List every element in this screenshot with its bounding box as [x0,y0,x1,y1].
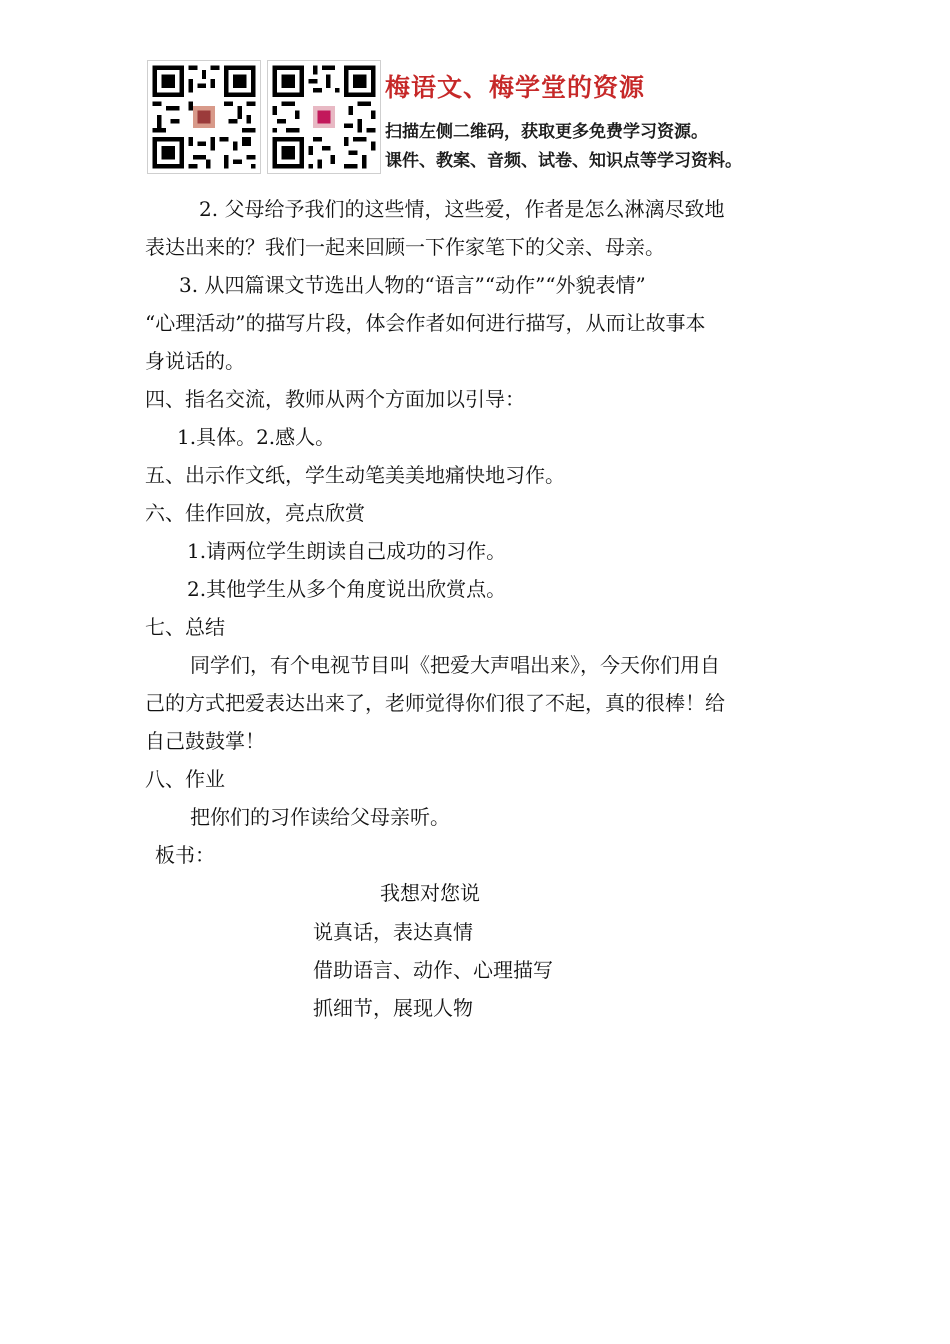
qr-code-icon[interactable] [267,60,381,174]
board-item: 抓细节，展现人物 [313,996,473,1020]
section-heading: 六、佳作回放，亮点欣赏 [145,501,365,525]
paragraph-line: 同学们，有个电视节目叫《把爱大声唱出来》，今天你们用自 [190,653,720,677]
list-item: 2.其他学生从多个角度说出欣赏点。 [187,577,507,601]
brand-subtitle: 课件、教案、音频、试卷、知识点等学习资料。 [385,151,742,171]
brand-subtitle: 扫描左侧二维码，获取更多免费学习资源。 [385,122,708,142]
qr-code-icon[interactable] [147,60,261,174]
board-item: 借助语言、动作、心理描写 [313,958,553,982]
paragraph-line: 己的方式把爱表达出来了，老师觉得你们很了不起，真的很棒！给 [145,691,725,715]
brand-title: 梅语文、梅学堂的资源 [385,73,646,102]
paragraph-line: “心理活动”的描写片段，体会作者如何进行描写，从而让故事本 [145,311,706,335]
resource-header [147,60,847,176]
paragraph-line: 表达出来的？我们一起来回顾一下作家笔下的父亲、母亲。 [145,235,665,259]
paragraph-line: 把你们的习作读给父母亲听。 [190,805,450,829]
paragraph-line: 2. 父母给予我们的这些情，这些爱，作者是怎么淋漓尽致地 [199,197,725,221]
section-heading: 五、出示作文纸，学生动笔美美地痛快地习作。 [145,463,565,487]
board-label: 板书： [155,843,215,867]
section-heading: 四、指名交流，教师从两个方面加以引导： [145,387,525,411]
list-item: 1.请两位学生朗读自己成功的习作。 [187,539,507,563]
board-item: 说真话，表达真情 [313,920,473,944]
paragraph-line: 自己鼓鼓掌！ [145,729,265,753]
board-title: 我想对您说 [380,881,480,905]
paragraph-line: 身说话的。 [145,349,245,373]
paragraph-line: 3. 从四篇课文节选出人物的“语言”“动作”“外貌表情” [179,273,646,297]
list-item: 1.具体。2.感人。 [177,425,336,449]
section-heading: 七、总结 [145,615,225,639]
section-heading: 八、作业 [145,767,225,791]
